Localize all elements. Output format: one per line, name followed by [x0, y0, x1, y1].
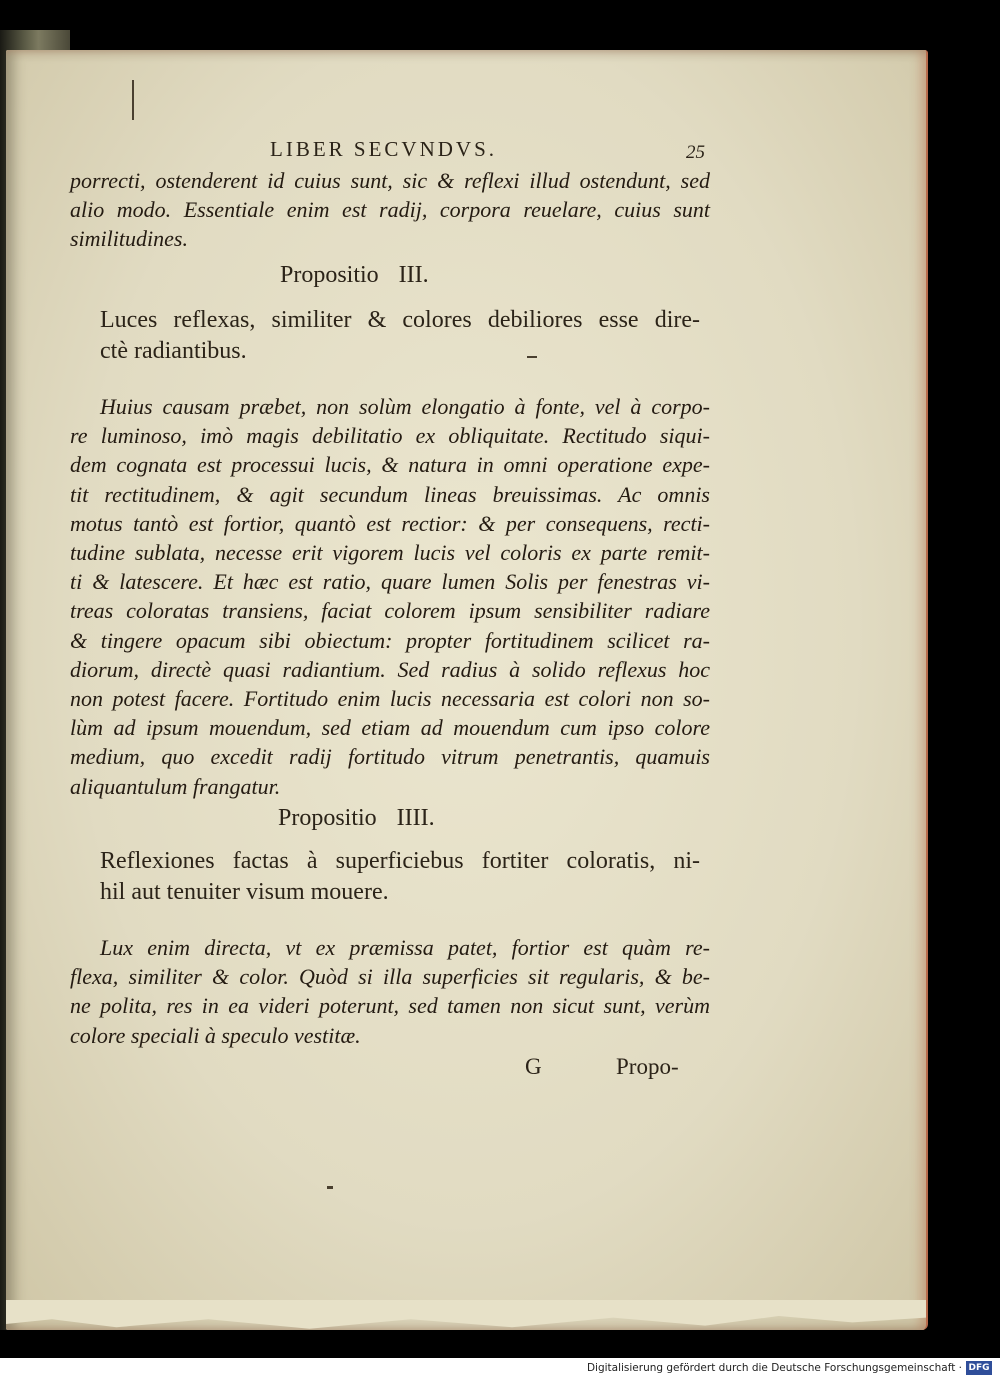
text-line: Lux enim directa, vt ex præmissa patet, fortior est quàm re- — [100, 935, 710, 960]
text-line: ctè radiantibus. — [100, 338, 247, 364]
continuation-paragraph — [70, 166, 710, 254]
text-line: hil aut tenuiter visum mouere. — [100, 879, 389, 905]
dfg-logo: DFG — [966, 1361, 992, 1375]
text-line: treas coloratas transiens, faciat colorem ipsum sensibiliter radiare — [70, 598, 710, 624]
text-line: alio modo. Essentiale enim est radij, corpora reuelare, cuius sunt — [70, 197, 710, 223]
proposition-body — [70, 392, 710, 801]
signature-mark: G — [525, 1054, 542, 1079]
text-line: tit rectitudinem, & agit secundum lineas breuissimas. Ac omnis — [70, 481, 710, 507]
text-line: & tingere opacum sibi obiectum: propter fortitudinem scilicet ra- — [70, 627, 710, 653]
text-line: Reflexiones factas à superficiebus fortiter coloratis, ni- — [100, 848, 700, 874]
text-line: aliquantulum frangatur. — [70, 773, 281, 799]
text-line: ne polita, res in ea videri poterunt, sed tamen non sicut sunt, verùm — [70, 993, 710, 1019]
text-line: flexa, similiter & color. Quòd si illa superficies sit regularis, & be- — [70, 964, 710, 990]
text-line: lùm ad ipsum mouendum, sed etiam ad mouendum cum ipso colore — [70, 715, 710, 741]
text-line: motus tantò est fortior, quantò est rectior: & per consequens, recti- — [70, 510, 710, 536]
text-line: colore speciali à speculo vestitæ. — [70, 1022, 361, 1048]
proposition-statement — [100, 305, 700, 367]
text-line: diorum, directè quasi radiantium. Sed radius à solido reflexus hoc — [70, 656, 710, 682]
ink-mark — [132, 80, 134, 120]
page-number: 25 — [686, 142, 705, 163]
proposition-heading: Propositio III. — [280, 262, 429, 288]
text-line: dem cognata est processui lucis, & natura in omni operatione expe- — [70, 452, 710, 478]
ink-mark — [327, 1186, 333, 1189]
proposition-body — [70, 933, 710, 1050]
catchword: Propo- — [616, 1054, 679, 1079]
text-line: ti & latescere. Et hæc est ratio, quare lumen Solis per fenestras vi- — [70, 569, 710, 595]
funding-notice: Digitalisierung gefördert durch die Deutsche Forschungsgemeinschaft · — [586, 1362, 962, 1374]
running-head: LIBER SECVNDVS. — [270, 137, 498, 161]
text-line: tudine sublata, necesse erit vigorem lucis vel coloris ex parte remit- — [70, 540, 710, 566]
text-line: non potest facere. Fortitudo enim lucis necessaria est colori non so- — [70, 686, 710, 712]
text-line: similitudines. — [70, 226, 188, 252]
text-line: porrecti, ostenderent id cuius sunt, sic & reflexi illud ostendunt, sed — [70, 168, 710, 193]
text-line: medium, quo excedit radij fortitudo vitrum penetrantis, quamuis — [70, 744, 710, 770]
text-line: Huius causam præbet, non solùm elongatio à fonte, vel à corpo- — [100, 394, 710, 419]
text-line: Luces reflexas, similiter & colores debiliores esse dire- — [100, 307, 700, 333]
text-line: re luminoso, imò magis debilitatio ex obliquitate. Rectitudo siqui- — [70, 423, 710, 449]
proposition-statement — [100, 846, 700, 908]
proposition-heading: Propositio IIII. — [278, 805, 435, 831]
